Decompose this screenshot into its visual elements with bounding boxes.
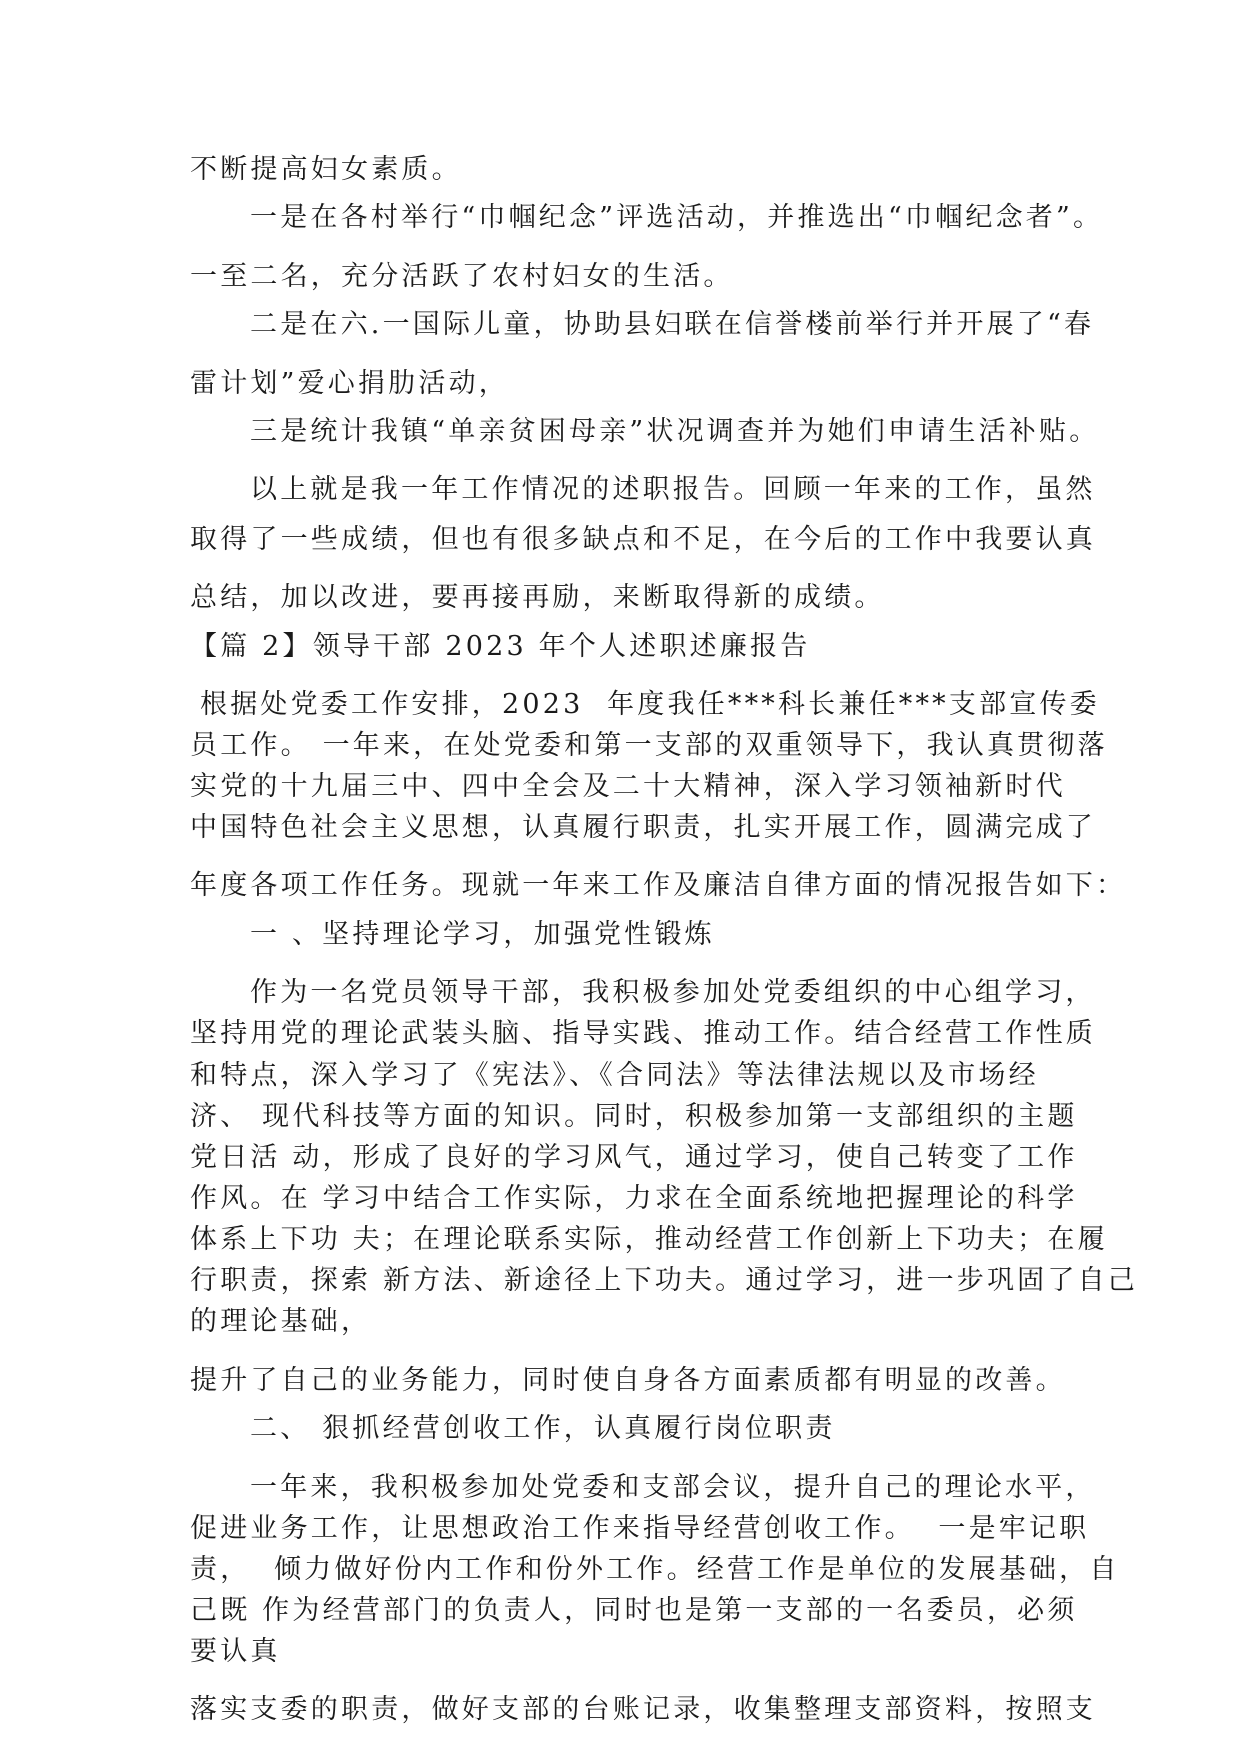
paragraph-line: 促进业务工作，让思想政治工作来指导经营创收工作。 一是牢记职 xyxy=(190,1513,1090,1544)
paragraph-line: 以上就是我一年工作情况的述职报告。回顾一年来的工作，虽然 xyxy=(250,474,1096,505)
paragraph-line: 责， 倾力做好份内工作和份外工作。经营工作是单位的发展基础，自 xyxy=(190,1554,1120,1585)
paragraph-line: 雷计划”爱心捐肋活动， xyxy=(190,368,510,399)
paragraph-line: 实党的十九届三中、四中全会及二十大精神，深入学习领袖新时代 xyxy=(190,771,1066,802)
paragraph-line: 员工作。 一年来，在处党委和第一支部的双重领导下，我认真贯彻落 xyxy=(190,730,1108,761)
section-heading: 【篇 2】领导干部 2023 年个人述职述廉报告 xyxy=(190,631,811,662)
paragraph-line: 一年来，我积极参加处党委和支部会议，提升自己的理论水平， xyxy=(250,1472,1096,1503)
paragraph-line: 中国特色社会主义思想，认真履行职责，扎实开展工作，圆满完成了 xyxy=(190,812,1096,843)
paragraph-line: 济、 现代科技等方面的知识。同时，积极参加第一支部组织的主题 xyxy=(190,1101,1078,1132)
paragraph-line: 作风。在 学习中结合工作实际，力求在全面系统地把握理论的科学 xyxy=(190,1183,1078,1214)
paragraph-line: 二是在六.一国际儿童，协助县妇联在信誉楼前举行并开展了“春 xyxy=(250,309,1095,340)
paragraph-line: 体系上下功 夫；在理论联系实际，推动经营工作创新上下功夫；在履 xyxy=(190,1224,1108,1255)
paragraph-line: 不断提高妇女素质。 xyxy=(190,154,462,185)
paragraph-line: 根据处党委工作安排，2023 年度我任***科长兼任***支部宣传委 xyxy=(200,689,1100,720)
paragraph-line: 坚持用党的理论武装头脑、指导实践、推动工作。结合经营工作性质 xyxy=(190,1018,1096,1049)
paragraph-line: 的理论基础， xyxy=(190,1306,372,1337)
paragraph-line: 取得了一些成绩，但也有很多缺点和不足，在今后的工作中我要认真 xyxy=(190,524,1096,555)
paragraph-line: 要认真 xyxy=(190,1636,281,1667)
paragraph-line: 年度各项工作任务。现就一年来工作及廉洁自律方面的情况报告如下： xyxy=(190,870,1127,901)
paragraph-line: 一至二名，充分活跃了农村妇女的生活。 xyxy=(190,261,734,292)
paragraph-line: 行职责，探索 新方法、新途径上下功夫。通过学习，进一步巩固了自己 xyxy=(190,1265,1138,1296)
paragraph-line: 落实支委的职责，做好支部的台账记录，收集整理支部资料，按照支 xyxy=(190,1694,1096,1725)
paragraph-line: 提升了自己的业务能力，同时使自身各方面素质都有明显的改善。 xyxy=(190,1365,1066,1396)
paragraph-line: 己既 作为经营部门的负责人，同时也是第一支部的一名委员，必须 xyxy=(190,1595,1078,1626)
paragraph-line: 三是统计我镇“单亲贫困母亲”状况调查并为她们申请生活补贴。 xyxy=(250,416,1100,447)
subsection-heading: 二、 狠抓经营创收工作，认真履行岗位职责 xyxy=(250,1413,836,1444)
paragraph-line: 作为一名党员领导干部，我积极参加处党委组织的中心组学习， xyxy=(250,977,1096,1008)
paragraph-line: 总结，加以改进，要再接再励，来断取得新的成绩。 xyxy=(190,582,885,613)
paragraph-line: 和特点，深入学习了《宪法》、《合同法》等法律法规以及市场经 xyxy=(190,1060,1039,1091)
paragraph-line: 党日活 动，形成了良好的学习风气，通过学习，使自己转变了工作 xyxy=(190,1142,1078,1173)
subsection-heading: 一 、坚持理论学习，加强党性锻炼 xyxy=(250,919,715,950)
paragraph-line: 一是在各村举行“巾帼纪念”评选活动，并推选出“巾帼纪念者”。 xyxy=(250,202,1104,233)
